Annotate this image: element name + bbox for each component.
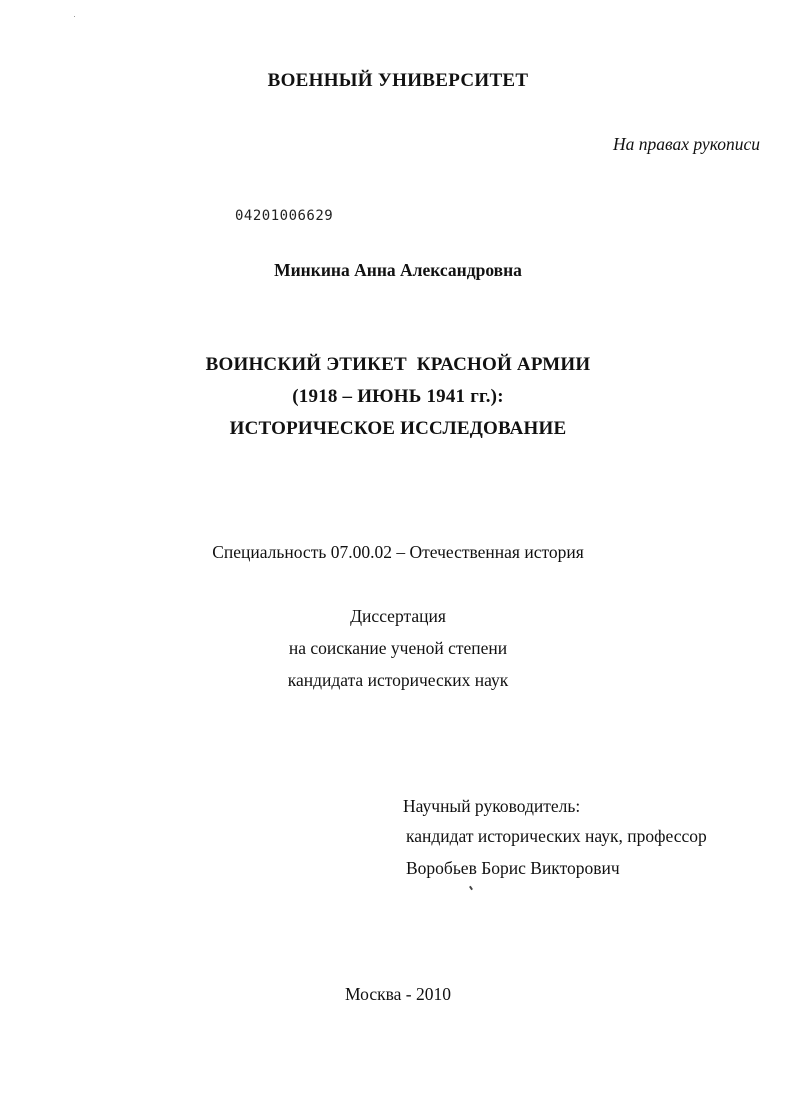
dissertation-label: Диссертация <box>350 606 446 626</box>
manuscript-note: На правах рукописи <box>613 134 760 154</box>
scan-artifact <box>74 16 75 17</box>
catalog-number: 04201006629 <box>235 208 334 224</box>
title-line-1: ВОИНСКИЙ ЭТИКЕТ КРАСНОЙ АРМИИ <box>205 354 591 375</box>
scan-speck <box>469 886 473 890</box>
supervisor-degree: кандидат исторических наук, профессор <box>406 826 707 846</box>
supervisor-name: Воробьев Борис Викторович <box>406 858 620 878</box>
degree-name: кандидата исторических наук <box>287 670 509 690</box>
city-year: Москва - 2010 <box>345 984 451 1004</box>
title-line-3: ИСТОРИЧЕСКОЕ ИССЛЕДОВАНИЕ <box>229 418 567 439</box>
degree-purpose: на соискание ученой степени <box>288 638 508 658</box>
title-line-2: (1918 – ИЮНЬ 1941 гг.): <box>292 386 504 407</box>
supervisor-label: Научный руководитель: <box>403 796 581 816</box>
specialty: Специальность 07.00.02 – Отечественная история <box>212 542 584 562</box>
university-name: ВОЕННЫЙ УНИВЕРСИТЕТ <box>267 70 529 91</box>
author-name: Минкина Анна Александровна <box>274 260 522 280</box>
